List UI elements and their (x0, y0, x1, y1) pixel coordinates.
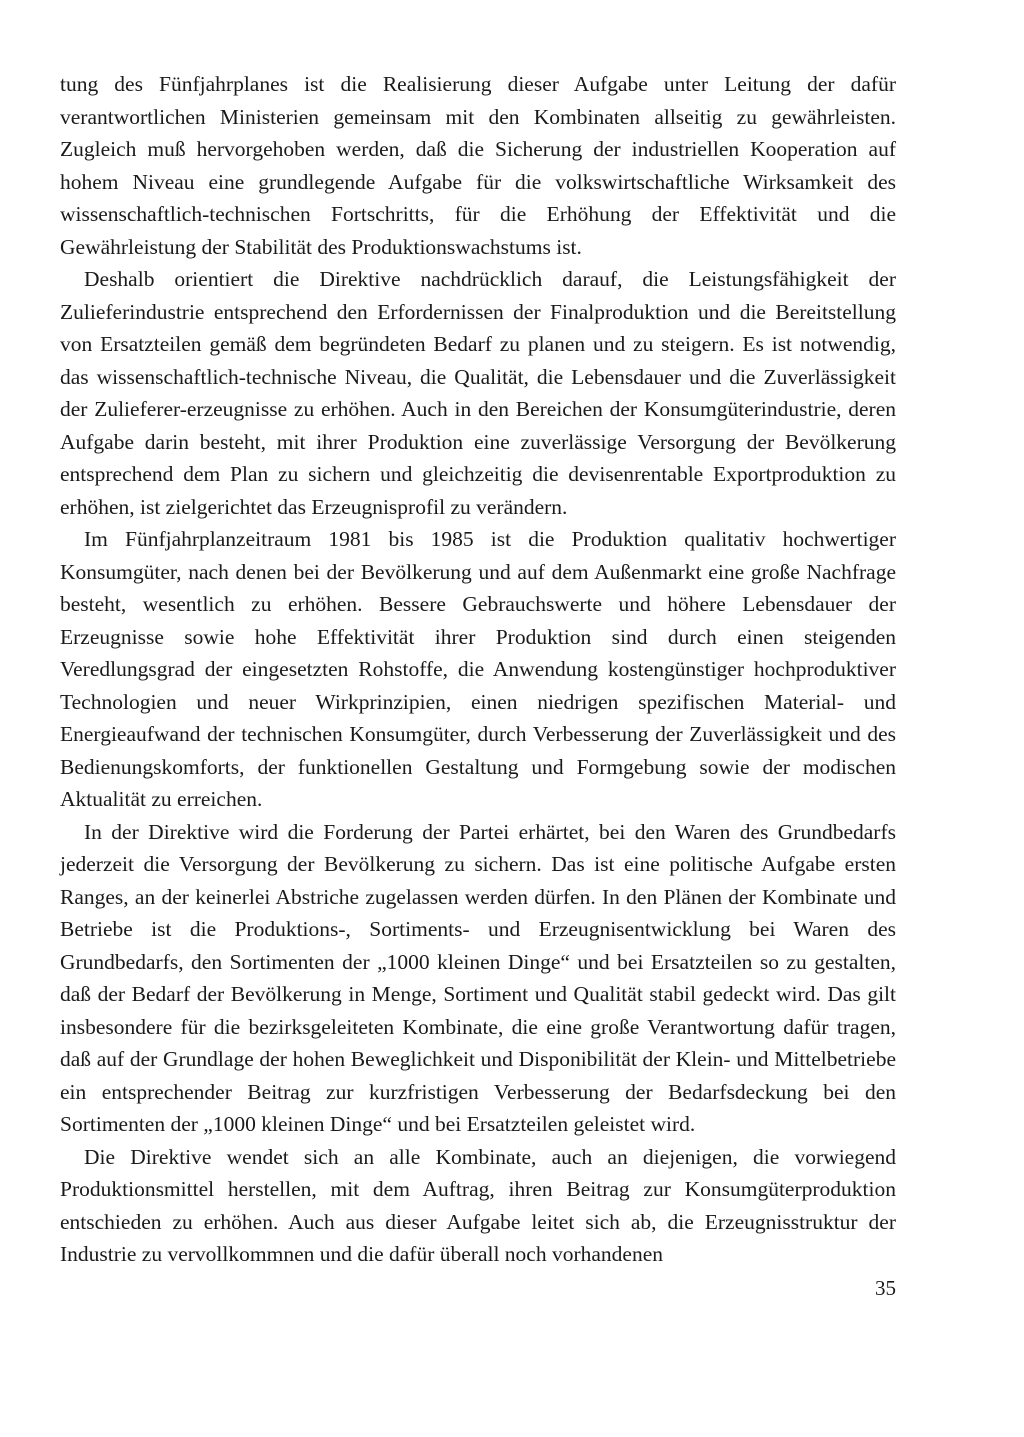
paragraph-3: Im Fünfjahrplanzeitraum 1981 bis 1985 ist die Produktion qualitativ hochwertiger Konsumgüter, nach denen bei der Bevölkerung und auf dem Außenmarkt eine große Nachfrage besteht, wesentlich zu erhöhen. Bessere Gebrauchswerte und höhere Lebensdauer der Erzeugnisse sowie hohe Effektivität ihrer Produktion sind durch einen steigenden Veredlungsgrad der eingesetzten Rohstoffe, die Anwendung kostengünstiger hochproduktiver Technologien und neuer Wirkprinzipien, einen niedrigen spezifischen Material- und Energieaufwand der technischen Konsumgüter, durch Verbesserung der Zuverlässigkeit und des Bedienungskomforts, der funktionellen Gestaltung und Formgebung sowie der modischen Aktualität zu erreichen. (60, 527, 896, 811)
paragraph-1: tung des Fünfjahrplanes ist die Realisierung dieser Aufgabe unter Leitung der dafür verantwortlichen Ministerien gemeinsam mit den Kombinaten allseitig zu gewährleisten. Zugleich muß hervorgehoben werden, daß die Sicherung der industriellen Kooperation auf hohem Niveau eine grundlegende Aufgabe für die volkswirtschaftliche Wirksamkeit des wissenschaftlich-technischen Fortschritts, für die Erhöhung der Effektivität und die Gewährleistung der Stabilität des Produktionswachstums ist. (60, 72, 896, 259)
paragraph-2: Deshalb orientiert die Direktive nachdrücklich darauf, die Leistungsfähigkeit der Zulieferindustrie entsprechend den Erfordernissen der Finalproduktion und die Bereitstellung von Ersatzteilen gemäß dem begründeten Bedarf zu planen und zu steigern. Es ist notwendig, das wissenschaftlich-technische Niveau, die Qualität, die Lebensdauer und die Zuverlässigkeit der Zulieferer-erzeugnisse zu erhöhen. Auch in den Bereichen der Konsumgüterindustrie, deren Aufgabe darin besteht, mit ihrer Produktion eine zuverlässige Versorgung der Bevölkerung entsprechend dem Plan zu sichern und gleichzeitig die devisenrentable Exportproduktion zu erhöhen, ist zielgerichtet das Erzeugnisprofil zu verändern. (60, 267, 896, 519)
paragraph-5: Die Direktive wendet sich an alle Kombinate, auch an diejenigen, die vorwiegend Produktionsmittel herstellen, mit dem Auftrag, ihren Beitrag zur Konsumgüterproduktion entschieden zu erhöhen. Auch aus dieser Aufgabe leitet sich ab, die Erzeugnisstruktur der Industrie zu vervollkommnen und die dafür überall noch vorhandenen (60, 1144, 896, 1266)
paragraph-4: In der Direktive wird die Forderung der Partei erhärtet, bei den Waren des Grundbedarfs jederzeit die Versorgung der Bevölkerung zu sichern. Das ist eine politische Aufgabe ersten Ranges, an der keinerlei Abstriche zugelassen werden dürfen. In den Plänen der Kombinate und Betriebe ist die Produktions-, Sortiments- und Erzeugnisentwicklung bei Waren des Grundbedarfs, den Sortimenten der „1000 kleinen Dinge“ und bei Ersatzteilen so zu gestalten, daß der Bedarf der Bevölkerung in Menge, Sortiment und Qualität stabil gedeckt wird. Das gilt insbesondere für die bezirksgeleiteten Kombinate, die eine große Verantwortung dafür tragen, daß auf der Grundlage der hohen Beweglichkeit und Disponibilität der Klein- und Mittelbetriebe ein entsprechender Beitrag zur kurzfristigen Verbesserung der Bedarfsdeckung bei den Sortimenten der „1000 kleinen Dinge“ und bei Ersatzteilen geleistet wird. (60, 819, 896, 1136)
page-body (60, 68, 896, 1271)
page-number: 35 (875, 1276, 896, 1300)
